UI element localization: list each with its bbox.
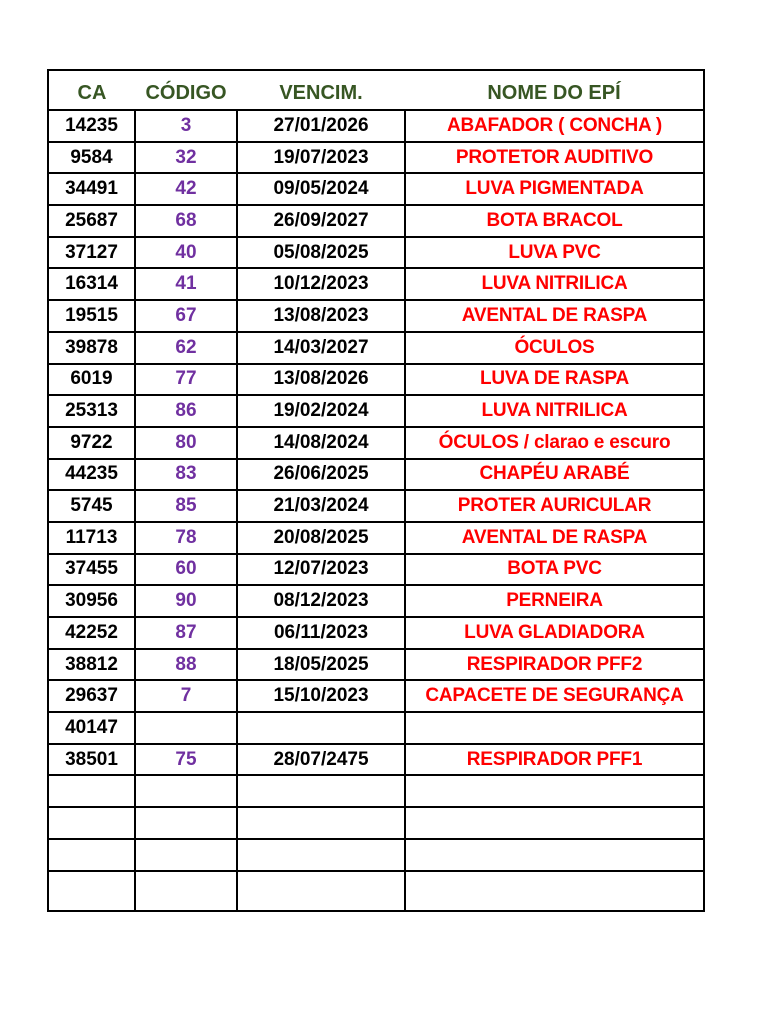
cell-codigo[interactable]: 3 xyxy=(135,110,237,142)
cell-ca[interactable]: 25313 xyxy=(48,395,135,427)
cell-ca[interactable]: 6019 xyxy=(48,364,135,396)
table-row xyxy=(48,807,704,839)
cell-vencim[interactable]: 19/02/2024 xyxy=(237,395,405,427)
cell-nome[interactable]: LUVA PVC xyxy=(405,237,704,269)
cell-codigo[interactable]: 67 xyxy=(135,300,237,332)
cell-ca[interactable]: 44235 xyxy=(48,459,135,491)
table-row xyxy=(48,110,704,142)
header-vencim[interactable]: VENCIM. xyxy=(237,70,405,110)
cell-ca[interactable]: 25687 xyxy=(48,205,135,237)
table-row xyxy=(48,585,704,617)
cell-ca[interactable]: 5745 xyxy=(48,490,135,522)
table-row xyxy=(48,680,704,712)
cell-ca[interactable]: 37127 xyxy=(48,237,135,269)
cell-vencim[interactable]: 26/06/2025 xyxy=(237,459,405,491)
cell-codigo[interactable]: 68 xyxy=(135,205,237,237)
cell-codigo[interactable] xyxy=(135,871,237,911)
cell-nome[interactable]: LUVA GLADIADORA xyxy=(405,617,704,649)
cell-nome[interactable]: RESPIRADOR PFF1 xyxy=(405,744,704,776)
header-codigo[interactable]: CÓDIGO xyxy=(135,70,237,110)
cell-codigo[interactable]: 42 xyxy=(135,173,237,205)
cell-vencim[interactable] xyxy=(237,775,405,807)
cell-ca[interactable]: 29637 xyxy=(48,680,135,712)
table-row xyxy=(48,839,704,871)
table-row xyxy=(48,712,704,744)
table-row xyxy=(48,300,704,332)
cell-ca[interactable] xyxy=(48,807,135,839)
cell-ca[interactable]: 39878 xyxy=(48,332,135,364)
cell-vencim[interactable] xyxy=(237,712,405,744)
cell-vencim[interactable]: 21/03/2024 xyxy=(237,490,405,522)
cell-nome[interactable]: RESPIRADOR PFF2 xyxy=(405,649,704,681)
cell-codigo[interactable]: 32 xyxy=(135,142,237,174)
cell-nome[interactable]: AVENTAL DE RASPA xyxy=(405,522,704,554)
cell-ca[interactable]: 40147 xyxy=(48,712,135,744)
cell-nome[interactable]: AVENTAL DE RASPA xyxy=(405,300,704,332)
cell-vencim[interactable]: 18/05/2025 xyxy=(237,649,405,681)
cell-nome[interactable] xyxy=(405,712,704,744)
table-row xyxy=(48,554,704,586)
table-row xyxy=(48,649,704,681)
cell-nome[interactable]: LUVA NITRILICA xyxy=(405,268,704,300)
table-row xyxy=(48,364,704,396)
cell-vencim[interactable]: 14/03/2027 xyxy=(237,332,405,364)
table-row xyxy=(48,490,704,522)
cell-vencim[interactable]: 13/08/2023 xyxy=(237,300,405,332)
cell-codigo[interactable]: 41 xyxy=(135,268,237,300)
table-row xyxy=(48,205,704,237)
cell-vencim[interactable]: 26/09/2027 xyxy=(237,205,405,237)
cell-ca[interactable]: 42252 xyxy=(48,617,135,649)
cell-ca[interactable] xyxy=(48,871,135,911)
cell-nome[interactable]: ABAFADOR ( CONCHA ) xyxy=(405,110,704,142)
cell-codigo[interactable]: 78 xyxy=(135,522,237,554)
cell-codigo[interactable]: 88 xyxy=(135,649,237,681)
cell-vencim[interactable]: 20/08/2025 xyxy=(237,522,405,554)
cell-ca[interactable]: 38812 xyxy=(48,649,135,681)
cell-nome[interactable]: ÓCULOS / clarao e escuro xyxy=(405,427,704,459)
cell-nome[interactable]: PERNEIRA xyxy=(405,585,704,617)
epi-spreadsheet xyxy=(47,69,703,912)
cell-vencim[interactable]: 08/12/2023 xyxy=(237,585,405,617)
cell-codigo[interactable] xyxy=(135,712,237,744)
cell-codigo[interactable]: 87 xyxy=(135,617,237,649)
cell-nome[interactable]: LUVA NITRILICA xyxy=(405,395,704,427)
table-body xyxy=(48,110,704,911)
cell-codigo[interactable]: 80 xyxy=(135,427,237,459)
cell-vencim[interactable] xyxy=(237,839,405,871)
table-row xyxy=(48,332,704,364)
cell-nome[interactable] xyxy=(405,807,704,839)
cell-codigo[interactable] xyxy=(135,775,237,807)
table-row xyxy=(48,142,704,174)
cell-vencim[interactable]: 12/07/2023 xyxy=(237,554,405,586)
table-row xyxy=(48,459,704,491)
cell-codigo[interactable]: 83 xyxy=(135,459,237,491)
cell-codigo[interactable] xyxy=(135,807,237,839)
cell-vencim[interactable]: 19/07/2023 xyxy=(237,142,405,174)
cell-vencim[interactable]: 09/05/2024 xyxy=(237,173,405,205)
cell-nome[interactable] xyxy=(405,775,704,807)
cell-codigo[interactable]: 85 xyxy=(135,490,237,522)
cell-vencim[interactable]: 27/01/2026 xyxy=(237,110,405,142)
cell-vencim[interactable] xyxy=(237,871,405,911)
cell-vencim[interactable]: 14/08/2024 xyxy=(237,427,405,459)
table-row xyxy=(48,617,704,649)
cell-vencim[interactable]: 28/07/2475 xyxy=(237,744,405,776)
cell-vencim[interactable]: 05/08/2025 xyxy=(237,237,405,269)
table-row xyxy=(48,775,704,807)
table-row xyxy=(48,871,704,911)
cell-nome[interactable]: ÓCULOS xyxy=(405,332,704,364)
cell-ca[interactable]: 14235 xyxy=(48,110,135,142)
cell-nome[interactable]: CHAPÉU ARABÉ xyxy=(405,459,704,491)
cell-codigo[interactable]: 7 xyxy=(135,680,237,712)
cell-ca[interactable] xyxy=(48,775,135,807)
cell-ca[interactable]: 37455 xyxy=(48,554,135,586)
cell-nome[interactable]: LUVA DE RASPA xyxy=(405,364,704,396)
cell-ca[interactable]: 34491 xyxy=(48,173,135,205)
cell-codigo[interactable]: 86 xyxy=(135,395,237,427)
header-nome[interactable]: NOME DO EPÍ xyxy=(405,70,704,110)
cell-ca[interactable]: 9722 xyxy=(48,427,135,459)
cell-nome[interactable]: PROTETOR AUDITIVO xyxy=(405,142,704,174)
cell-ca[interactable]: 9584 xyxy=(48,142,135,174)
cell-vencim[interactable]: 13/08/2026 xyxy=(237,364,405,396)
table-row xyxy=(48,173,704,205)
cell-ca[interactable]: 19515 xyxy=(48,300,135,332)
table-row xyxy=(48,395,704,427)
cell-ca[interactable]: 30956 xyxy=(48,585,135,617)
cell-codigo[interactable] xyxy=(135,839,237,871)
table-row xyxy=(48,427,704,459)
table-row xyxy=(48,237,704,269)
table-row xyxy=(48,522,704,554)
cell-vencim[interactable]: 10/12/2023 xyxy=(237,268,405,300)
table-row xyxy=(48,268,704,300)
cell-ca[interactable]: 38501 xyxy=(48,744,135,776)
cell-nome[interactable] xyxy=(405,839,704,871)
cell-ca[interactable] xyxy=(48,839,135,871)
cell-vencim[interactable] xyxy=(237,807,405,839)
cell-codigo[interactable]: 75 xyxy=(135,744,237,776)
cell-vencim[interactable]: 15/10/2023 xyxy=(237,680,405,712)
header-row xyxy=(48,70,704,110)
cell-nome[interactable]: CAPACETE DE SEGURANÇA xyxy=(405,680,704,712)
cell-nome[interactable]: BOTA PVC xyxy=(405,554,704,586)
header-ca[interactable]: CA xyxy=(48,70,135,110)
cell-nome[interactable]: LUVA PIGMENTADA xyxy=(405,173,704,205)
cell-codigo[interactable]: 40 xyxy=(135,237,237,269)
cell-codigo[interactable]: 90 xyxy=(135,585,237,617)
cell-codigo[interactable]: 60 xyxy=(135,554,237,586)
cell-codigo[interactable]: 62 xyxy=(135,332,237,364)
table-row xyxy=(48,744,704,776)
cell-vencim[interactable]: 06/11/2023 xyxy=(237,617,405,649)
cell-ca[interactable]: 11713 xyxy=(48,522,135,554)
epi-table xyxy=(47,69,705,912)
cell-codigo[interactable]: 77 xyxy=(135,364,237,396)
cell-ca[interactable]: 16314 xyxy=(48,268,135,300)
cell-nome[interactable] xyxy=(405,871,704,911)
cell-nome[interactable]: BOTA BRACOL xyxy=(405,205,704,237)
cell-nome[interactable]: PROTER AURICULAR xyxy=(405,490,704,522)
